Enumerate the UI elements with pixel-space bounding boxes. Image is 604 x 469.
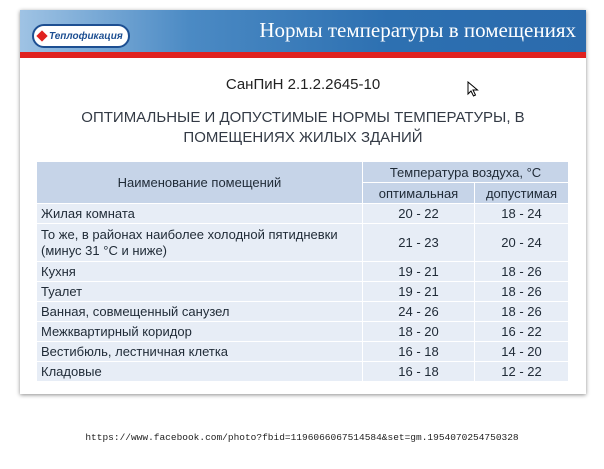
table-row xyxy=(37,302,569,322)
table-row xyxy=(37,362,569,382)
room-name: Ванная, совмещенный санузел xyxy=(37,302,363,322)
allowed-temp: 18 - 26 xyxy=(475,282,569,302)
table-row xyxy=(37,204,569,224)
optimal-temp: 19 - 21 xyxy=(363,282,475,302)
logo-text: Теплофикация xyxy=(49,30,123,42)
room-name: Кухня xyxy=(37,262,363,282)
presentation-slide xyxy=(20,10,586,394)
optimal-temp: 20 - 22 xyxy=(363,204,475,224)
allowed-temp: 20 - 24 xyxy=(475,224,569,262)
optimal-temp: 19 - 21 xyxy=(363,262,475,282)
temperature-column-header: Температура воздуха, °С xyxy=(363,162,569,183)
table-row xyxy=(37,282,569,302)
allowed-column-header: допустимая xyxy=(475,183,569,204)
room-name: Межквартирный коридор xyxy=(37,322,363,342)
optimal-temp: 18 - 20 xyxy=(363,322,475,342)
allowed-temp: 14 - 20 xyxy=(475,342,569,362)
temperature-norms-table xyxy=(36,161,569,382)
room-name: Жилая комната xyxy=(37,204,363,224)
allowed-temp: 12 - 22 xyxy=(475,362,569,382)
room-name: Вестибюль, лестничная клетка xyxy=(37,342,363,362)
optimal-temp: 16 - 18 xyxy=(363,362,475,382)
source-url[interactable]: https://www.facebook.com/photo?fbid=1196066067514584&set=gm.1954070254750328 xyxy=(85,432,519,443)
slide-title: Нормы температуры в помещениях xyxy=(259,18,576,42)
company-logo xyxy=(32,24,130,48)
room-name: То же, в районах наиболее холодной пятидневки (минус 31 °С и ниже) xyxy=(37,224,363,262)
allowed-temp: 18 - 26 xyxy=(475,262,569,282)
table-row xyxy=(37,322,569,342)
table-row xyxy=(37,262,569,282)
section-heading: ОПТИМАЛЬНЫЕ И ДОПУСТИМЫЕ НОРМЫ ТЕМПЕРАТУРЫ, В ПОМЕЩЕНИЯХ ЖИЛЫХ ЗДАНИЙ xyxy=(81,109,525,146)
optimal-temp: 16 - 18 xyxy=(363,342,475,362)
room-name: Туалет xyxy=(37,282,363,302)
allowed-temp: 18 - 24 xyxy=(475,204,569,224)
optimal-column-header: оптимальная xyxy=(363,183,475,204)
table-row xyxy=(37,224,569,262)
sanpin-reference: СанПиН 2.1.2.2645-10 xyxy=(225,76,381,93)
table-row xyxy=(37,342,569,362)
logo-diamond-icon xyxy=(36,30,47,41)
room-column-header: Наименование помещений xyxy=(37,162,363,204)
mouse-pointer-icon xyxy=(467,81,479,97)
optimal-temp: 21 - 23 xyxy=(363,224,475,262)
allowed-temp: 16 - 22 xyxy=(475,322,569,342)
banner-red-stripe xyxy=(20,52,586,58)
title-banner xyxy=(20,10,586,52)
room-name: Кладовые xyxy=(37,362,363,382)
optimal-temp: 24 - 26 xyxy=(363,302,475,322)
allowed-temp: 18 - 26 xyxy=(475,302,569,322)
